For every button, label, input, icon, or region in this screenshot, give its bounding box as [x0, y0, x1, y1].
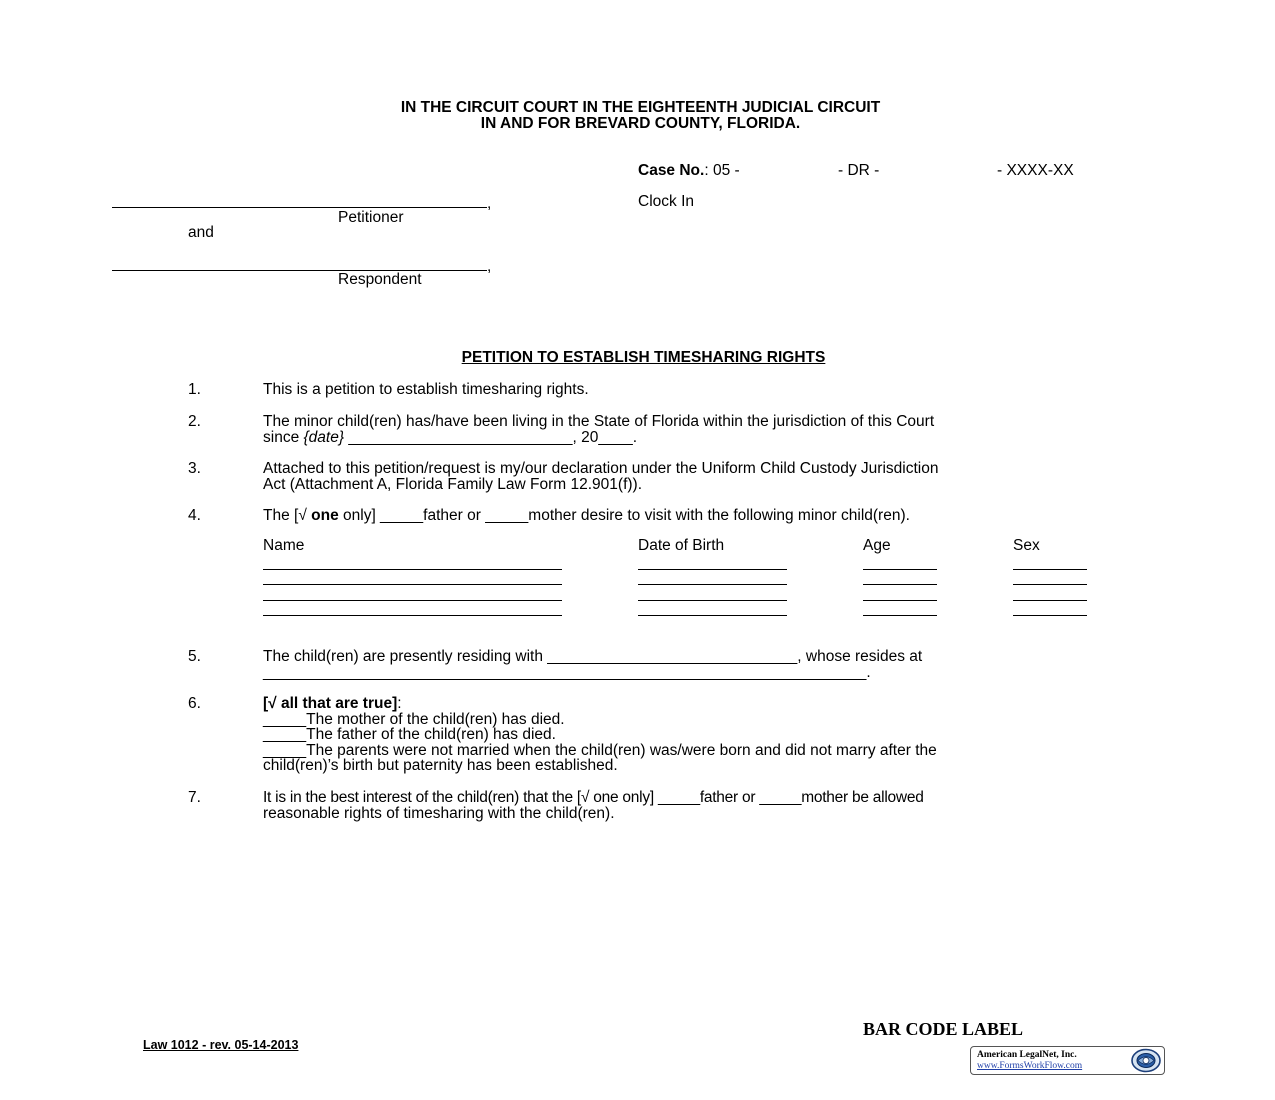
bar-code-label: BAR CODE LABEL — [863, 1019, 1024, 1039]
age-blank-4 — [863, 615, 937, 616]
court-header-line1: IN THE CIRCUIT COURT IN THE EIGHTEENTH JUDICIAL CIRCUIT — [400, 99, 881, 116]
clock-in-label: Clock In — [638, 193, 694, 210]
petitioner-label: Petitioner — [338, 209, 404, 226]
item-6-option-paternity-1: _____The parents were not married when the child(ren) was/were born and did not marry after the — [263, 741, 937, 759]
dob-blank-4 — [638, 615, 787, 616]
item-2-number: 2. — [188, 413, 201, 430]
item-6-heading — [263, 696, 937, 712]
item-5-line1: The child(ren) are presently residing with _____________________________, whose resides at — [263, 648, 923, 665]
age-blank-2 — [863, 584, 937, 585]
respondent-label: Respondent — [338, 271, 422, 288]
name-blank-4 — [263, 615, 562, 616]
case-number-prefix: : 05 - — [704, 162, 740, 179]
item-6-text — [263, 696, 937, 774]
logo-company: American LegalNet, Inc. — [977, 1050, 1077, 1060]
dob-blank-3 — [638, 600, 787, 601]
item-2-date-blank: __________________________ — [344, 428, 573, 446]
globe-icon — [1129, 1047, 1163, 1074]
respondent-line — [112, 270, 487, 271]
item-4-number: 4. — [188, 507, 201, 524]
item-4-post: only] _____father or _____mother desire to visit with the following minor child(ren). — [338, 507, 910, 524]
name-blank-2 — [263, 584, 562, 585]
petition-title: PETITION TO ESTABLISH TIMESHARING RIGHTS — [461, 349, 826, 366]
sex-blank-4 — [1013, 615, 1087, 616]
column-date-of-birth: Date of Birth — [638, 537, 725, 554]
item-6-number: 6. — [188, 695, 201, 712]
case-number-suffix: - XXXX-XX — [997, 162, 1074, 179]
item-3-number: 3. — [188, 460, 201, 477]
respondent-comma: , — [487, 258, 492, 275]
dob-blank-2 — [638, 584, 787, 585]
item-4-text — [263, 508, 910, 524]
item-6-option-paternity-2: child(ren)’s birth but paternity has been established. — [263, 757, 618, 774]
age-blank-1 — [863, 569, 937, 570]
item-4-pre: The [√ — [263, 507, 312, 524]
item-2-since: since — [263, 428, 304, 446]
item-3-line1: Attached to this petition/request is my/our declaration under the Uniform Child Custody Jurisdiction — [263, 460, 939, 477]
item-2-line1: The minor child(ren) has/have been living in the State of Florida within the jurisdiction of this Court — [263, 413, 935, 430]
court-header-line2: IN AND FOR BREVARD COUNTY, FLORIDA. — [480, 115, 801, 132]
item-7-line2: reasonable rights of timesharing with the child(ren). — [263, 804, 615, 822]
legalnet-logo[interactable] — [970, 1046, 1165, 1075]
item-5-line2: ______________________________________________________________________. — [263, 663, 871, 681]
column-name: Name — [263, 537, 305, 554]
item-3-text — [263, 461, 938, 492]
logo-url[interactable]: www.FormsWorkFlow.com — [977, 1061, 1083, 1071]
item-6-option-mother: _____The mother of the child(ren) has died. — [263, 710, 565, 728]
name-blank-3 — [263, 600, 562, 601]
case-number — [638, 163, 740, 179]
sex-blank-1 — [1013, 569, 1087, 570]
item-6-colon: : — [397, 695, 402, 712]
item-4-one: one — [311, 507, 339, 524]
column-age: Age — [863, 537, 891, 554]
column-sex: Sex — [1013, 537, 1040, 554]
sex-blank-3 — [1013, 600, 1087, 601]
item-7-number: 7. — [188, 789, 201, 806]
item-2-year: , 20____. — [572, 428, 638, 446]
age-blank-3 — [863, 600, 937, 601]
form-id: Law 1012 - rev. 05-14-2013 — [143, 1038, 299, 1052]
item-2-text — [263, 414, 934, 445]
item-1-text: This is a petition to establish timesharing rights. — [263, 381, 589, 398]
item-2-line2 — [263, 430, 934, 446]
item-6-heading-bold: [√ all that are true] — [263, 695, 398, 712]
petitioner-line — [112, 207, 487, 208]
petitioner-comma: , — [487, 195, 492, 212]
item-7-line1: It is in the best interest of the child(ren) that the [√ one only] _____father or _____mother be allowed — [263, 789, 924, 806]
case-number-dr: - DR - — [838, 162, 880, 179]
case-number-label: Case No. — [638, 162, 705, 179]
item-2-date-placeholder: {date} — [303, 428, 345, 446]
sex-blank-2 — [1013, 584, 1087, 585]
item-5-number: 5. — [188, 648, 201, 665]
and-label: and — [188, 224, 214, 241]
item-6-option-father: _____The father of the child(ren) has died. — [263, 726, 556, 743]
item-3-line2: Act (Attachment A, Florida Family Law Form 12.901(f)). — [263, 475, 643, 493]
dob-blank-1 — [638, 569, 787, 570]
item-1-number: 1. — [188, 381, 201, 398]
name-blank-1 — [263, 569, 562, 570]
item-7-text — [263, 790, 924, 821]
item-5-text — [263, 649, 922, 680]
